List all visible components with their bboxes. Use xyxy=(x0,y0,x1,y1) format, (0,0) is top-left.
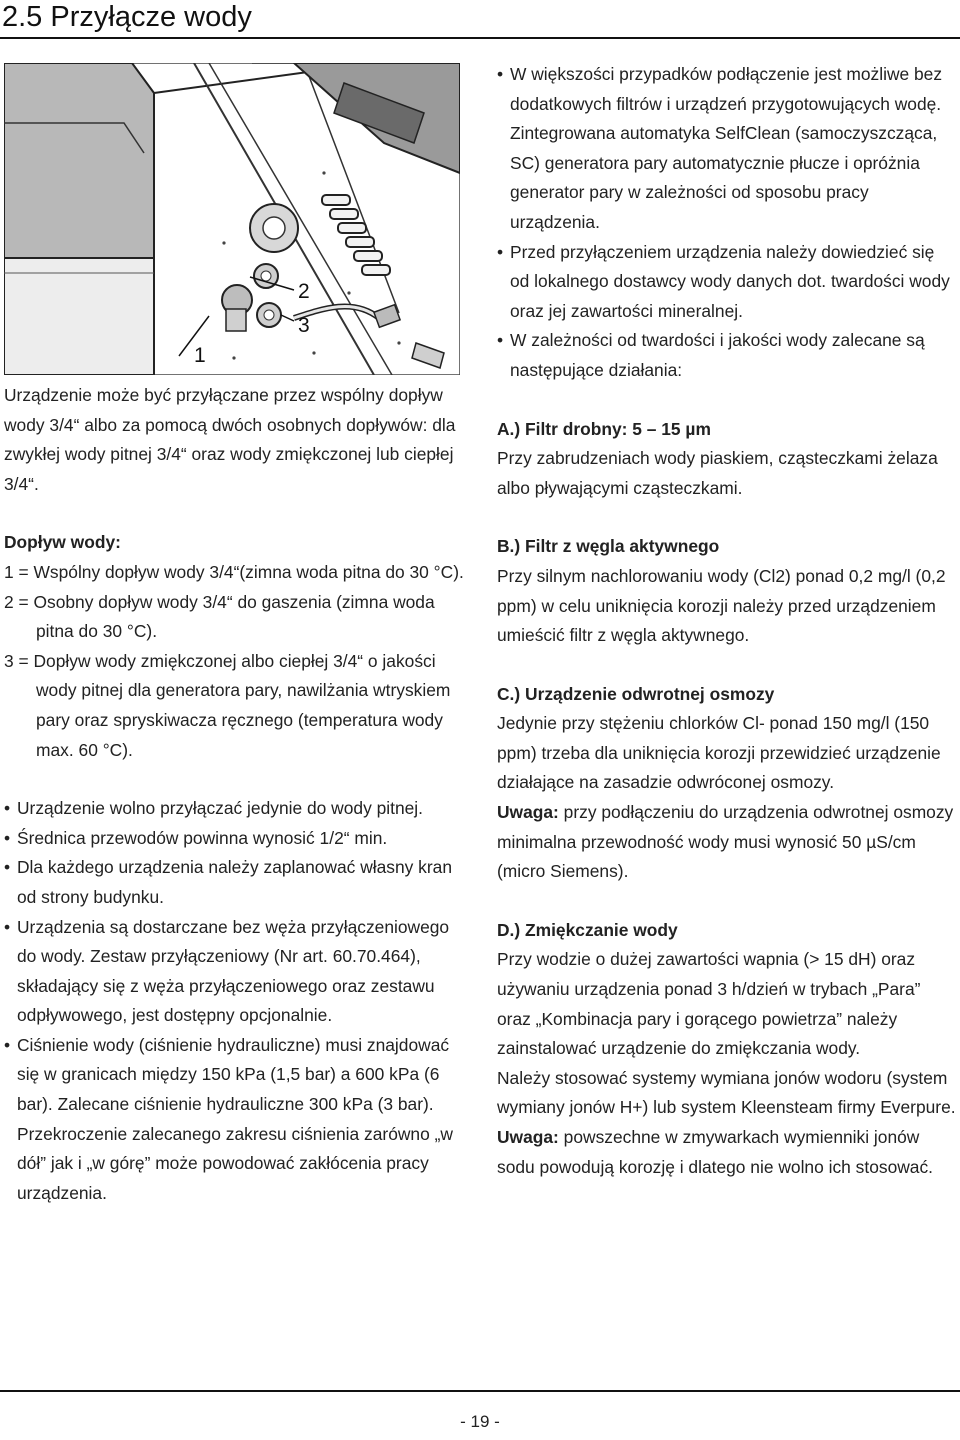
inflow-item: 1 = Wspólny dopływ wody 3/4“(zimna woda pitna do 30 °C). xyxy=(4,561,464,582)
section-paragraph: Przy silnym nachlorowaniu wody (Cl2) ponad 0,2 mg/l (0,2 ppm) w celu uniknięcia korozji należy przed urządzeniem umieścić filtr z węgla aktywnego. xyxy=(497,565,946,646)
section-paragraph: Jedynie przy stężeniu chlorków Cl- ponad 150 mg/l (150 ppm) trzeba dla uniknięcia korozji przewidzieć urządzenie działające na zasadzie odwróconej osmozy. xyxy=(497,713,941,793)
section-paragraph: Należy stosować systemy wymiana jonów wodoru (system wymiany jonów H+) lub system Kleensteam firmy Everpure. xyxy=(497,1067,956,1118)
section-paragraph xyxy=(497,1123,957,1182)
requirements-list xyxy=(4,794,466,1208)
section-paragraph: Przy zabrudzeniach wody piaskiem, cząsteczkami żelaza albo pływającymi cząsteczkami. xyxy=(497,448,938,498)
section-heading: C.) Urządzenie odwrotnej osmozy xyxy=(497,683,775,704)
inflow-definition-list xyxy=(4,558,466,765)
section-heading: A.) Filtr drobny: 5 – 15 µm xyxy=(497,418,711,439)
list-item: • Średnica przewodów powinna wynosić 1/2“ min. xyxy=(4,824,466,854)
callout-3: 3 xyxy=(298,314,310,337)
left-column xyxy=(4,381,466,1208)
list-item: • W większości przypadków podłączenie jest możliwe bez dodatkowych filtrów i urządzeń przygotowujących wodę. Zintegrowana automatyka SelfClean (samoczyszcząca, SC) generatora pary automatycznie płucze i opróżnia generator pary w zależności od sposobu pracy urządzenia. xyxy=(497,60,957,238)
intro-paragraph: Urządzenie może być przyłączane przez wspólny dopływ wody 3/4“ albo za pomocą dwóch osobnych dopływów: dla zwykłej wody pitnej 3/4“ oraz wody zmiękczonej lub ciepłej 3/4“. xyxy=(4,385,456,494)
list-item: • Przed przyłączeniem urządzenia należy dowiedzieć się od lokalnego dostawcy wody danych dot. twardości wody oraz jej zawartości mineralnej. xyxy=(497,238,957,327)
appliance-drawing xyxy=(4,63,460,375)
page-title: 2.5 Przyłącze wody xyxy=(2,1,252,33)
note-label: Uwaga: xyxy=(497,1127,559,1147)
section-heading: D.) Zmiękczanie wody xyxy=(497,919,678,940)
list-item: • W zależności od twardości i jakości wody zalecane są następujące działania: xyxy=(497,326,957,385)
callout-1: 1 xyxy=(194,344,206,367)
footer-divider xyxy=(0,1390,960,1392)
list-item: • Urządzenia są dostarczane bez węża przyłączeniowego do wody. Zestaw przyłączeniowy (Nr art. 60.70.464), składający się z węża przyłączeniowego oraz zestawu odpływowego, jest dostępny opcjonalnie. xyxy=(4,913,466,1031)
note-text: powszechne w zmywarkach wymienniki jonów sodu powodują korozję i dlatego nie wolno ich stosować. xyxy=(497,1127,933,1177)
section-heading: B.) Filtr z węgla aktywnego xyxy=(497,536,720,557)
note-text: przy podłączeniu do urządzenia odwrotnej osmozy minimalna przewodność wody musi wynosić 50 µS/cm (micro Siemens). xyxy=(497,802,954,882)
section-paragraph xyxy=(497,798,957,887)
right-column xyxy=(497,60,957,1182)
note-label: Uwaga: xyxy=(497,802,559,823)
section-paragraph: Przy wodzie o dużej zawartości wapnia (> 15 dH) oraz używaniu urządzenia ponad 3 h/dzień w trybach „Para” oraz „Kombinacja pary i gorącego powietrza” należy zainstalować urządzenie do zmiękczania wody. xyxy=(497,949,921,1059)
inflow-item: 3 = Dopływ wody zmiękczonej albo ciepłej 3/4“ o jakości wody pitnej dla generatora pary, nawilżania wtryskiem pary oraz spryskiwacza ręcznego (temperatura wody max. 60 °C). xyxy=(4,650,451,760)
callout-2: 2 xyxy=(298,280,310,303)
water-quality-list xyxy=(497,60,957,386)
inflow-heading: Dopływ wody: xyxy=(4,532,121,553)
page-number: - 19 - xyxy=(460,1412,500,1431)
water-connection-figure xyxy=(4,63,460,375)
inflow-item: 2 = Osobny dopływ wody 3/4“ do gaszenia (zimna woda pitna do 30 °C). xyxy=(4,591,435,642)
list-item: • Urządzenie wolno przyłączać jedynie do wody pitnej. xyxy=(4,794,466,824)
list-item: • Ciśnienie wody (ciśnienie hydrauliczne) musi znajdować się w granicach między 150 kPa (1,5 bar) a 600 kPa (6 bar). Zalecane ciśnienie hydrauliczne 300 kPa (3 bar). Przekroczenie zalecanego zakresu ciśnienia zarówno „w dół” jak i „w górę” może powodować zakłócenia pracy urządzenia. xyxy=(4,1031,466,1209)
title-divider xyxy=(0,37,960,39)
list-item: • Dla każdego urządzenia należy zaplanować własny kran od strony budynku. xyxy=(4,853,466,912)
